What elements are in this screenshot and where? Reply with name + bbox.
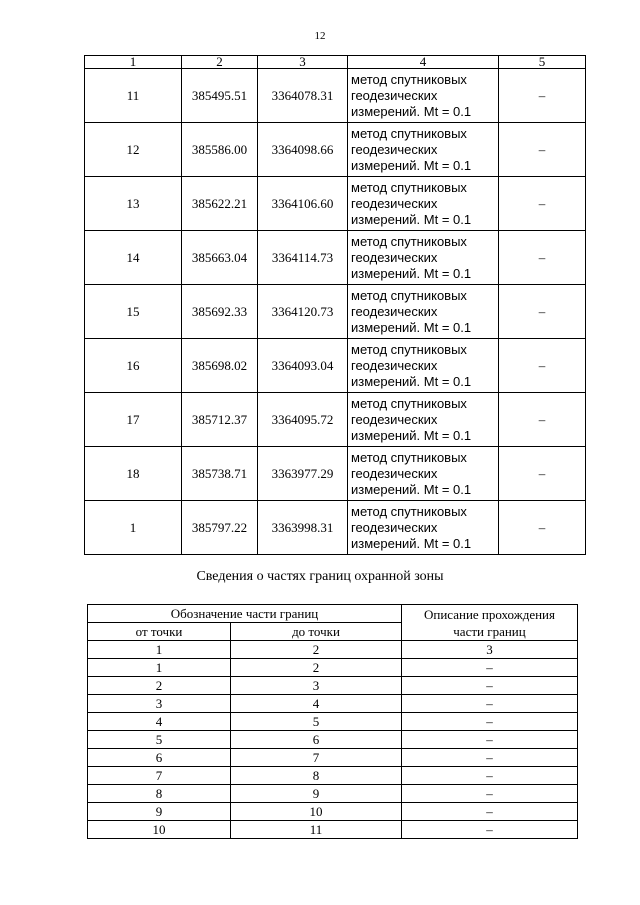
column-number-2: 2 — [231, 641, 402, 659]
method-line: геодезических — [351, 195, 438, 211]
column-number-4: 4 — [348, 56, 499, 69]
from-point: 6 — [88, 749, 231, 767]
coordinates-table — [84, 55, 586, 555]
from-point: 9 — [88, 803, 231, 821]
x-coordinate: 385586.00 — [182, 123, 258, 177]
description-header-line: Описание прохождения — [423, 606, 555, 622]
column-number-5: 5 — [499, 56, 586, 69]
table-row — [88, 803, 578, 821]
method-description — [348, 69, 499, 123]
table-row — [88, 821, 578, 839]
part-description: – — [402, 713, 578, 731]
method-line: метод спутниковых — [351, 233, 467, 249]
table-row — [85, 447, 586, 501]
column-number-3: 3 — [258, 56, 348, 69]
y-coordinate: 3364093.04 — [258, 339, 348, 393]
method-line: геодезических — [351, 411, 438, 427]
note: – — [499, 123, 586, 177]
column-number-2: 2 — [182, 56, 258, 69]
table-row — [85, 69, 586, 123]
column-number-1: 1 — [85, 56, 182, 69]
part-description: – — [402, 821, 578, 839]
column-number-3: 3 — [402, 641, 578, 659]
boundary-parts-table — [87, 604, 578, 839]
part-description: – — [402, 695, 578, 713]
method-line: метод спутниковых — [351, 341, 467, 357]
from-point: 5 — [88, 731, 231, 749]
page-number: 12 — [314, 30, 326, 42]
part-description: – — [402, 785, 578, 803]
method-line: геодезических — [351, 357, 438, 373]
note: – — [499, 69, 586, 123]
part-description: – — [402, 749, 578, 767]
table-row — [88, 749, 578, 767]
to-point: 9 — [231, 785, 402, 803]
note: – — [499, 447, 586, 501]
table-row — [88, 713, 578, 731]
parts-numbering-row — [88, 641, 578, 659]
from-point: 3 — [88, 695, 231, 713]
table-row — [88, 659, 578, 677]
parts-group-header-row — [88, 605, 578, 623]
y-coordinate: 3364098.66 — [258, 123, 348, 177]
method-line: измерений. Mt = 0.1 — [351, 535, 472, 551]
table-row — [85, 339, 586, 393]
method-line: геодезических — [351, 87, 438, 103]
to-point: 2 — [231, 659, 402, 677]
point-number: 13 — [85, 177, 182, 231]
note: – — [499, 285, 586, 339]
note: – — [499, 501, 586, 555]
y-coordinate: 3364078.31 — [258, 69, 348, 123]
method-description — [348, 501, 499, 555]
point-number: 16 — [85, 339, 182, 393]
method-description — [348, 339, 499, 393]
part-description: – — [402, 659, 578, 677]
method-line: измерений. Mt = 0.1 — [351, 319, 472, 335]
from-point-header: от точки — [88, 623, 231, 641]
part-description: – — [402, 677, 578, 695]
from-point: 1 — [88, 659, 231, 677]
x-coordinate: 385797.22 — [182, 501, 258, 555]
description-header — [402, 605, 578, 641]
y-coordinate: 3364095.72 — [258, 393, 348, 447]
y-coordinate: 3364120.73 — [258, 285, 348, 339]
x-coordinate: 385738.71 — [182, 447, 258, 501]
table-row — [85, 501, 586, 555]
to-point: 6 — [231, 731, 402, 749]
method-line: метод спутниковых — [351, 125, 467, 141]
table-row — [85, 231, 586, 285]
x-coordinate: 385495.51 — [182, 69, 258, 123]
to-point: 3 — [231, 677, 402, 695]
table-row — [85, 393, 586, 447]
part-description: – — [402, 803, 578, 821]
from-point: 10 — [88, 821, 231, 839]
method-line: геодезических — [351, 303, 438, 319]
method-line: геодезических — [351, 249, 438, 265]
y-coordinate: 3363998.31 — [258, 501, 348, 555]
to-point: 5 — [231, 713, 402, 731]
point-number: 15 — [85, 285, 182, 339]
method-description — [348, 123, 499, 177]
method-line: метод спутниковых — [351, 395, 467, 411]
point-number: 1 — [85, 501, 182, 555]
method-description — [348, 231, 499, 285]
method-line: метод спутниковых — [351, 449, 467, 465]
y-coordinate: 3364114.73 — [258, 231, 348, 285]
method-line: измерений. Mt = 0.1 — [351, 157, 472, 173]
from-point: 4 — [88, 713, 231, 731]
y-coordinate: 3364106.60 — [258, 177, 348, 231]
table-row — [85, 177, 586, 231]
to-point: 7 — [231, 749, 402, 767]
method-line: измерений. Mt = 0.1 — [351, 211, 472, 227]
section-title: Сведения о частях границ охранной зоны — [196, 569, 444, 584]
table-row — [85, 123, 586, 177]
description-header-line: части границ — [453, 623, 526, 639]
method-line: метод спутниковых — [351, 71, 467, 87]
from-point: 8 — [88, 785, 231, 803]
note: – — [499, 177, 586, 231]
from-point: 7 — [88, 767, 231, 785]
y-coordinate: 3363977.29 — [258, 447, 348, 501]
point-number: 14 — [85, 231, 182, 285]
x-coordinate: 385663.04 — [182, 231, 258, 285]
x-coordinate: 385698.02 — [182, 339, 258, 393]
method-line: измерений. Mt = 0.1 — [351, 481, 472, 497]
table-row — [88, 695, 578, 713]
table-row — [88, 767, 578, 785]
to-point-header: до точки — [231, 623, 402, 641]
x-coordinate: 385692.33 — [182, 285, 258, 339]
part-description: – — [402, 731, 578, 749]
point-number: 11 — [85, 69, 182, 123]
to-point: 4 — [231, 695, 402, 713]
table-row — [85, 285, 586, 339]
method-description — [348, 285, 499, 339]
note: – — [499, 393, 586, 447]
method-line: измерений. Mt = 0.1 — [351, 265, 472, 281]
method-line: измерений. Mt = 0.1 — [351, 373, 472, 389]
table-row — [88, 731, 578, 749]
x-coordinate: 385622.21 — [182, 177, 258, 231]
method-description — [348, 447, 499, 501]
group-header: Обозначение части границ — [88, 605, 402, 623]
to-point: 10 — [231, 803, 402, 821]
note: – — [499, 231, 586, 285]
x-coordinate: 385712.37 — [182, 393, 258, 447]
method-line: геодезических — [351, 141, 438, 157]
method-description — [348, 393, 499, 447]
method-line: измерений. Mt = 0.1 — [351, 103, 472, 119]
method-line: метод спутниковых — [351, 503, 467, 519]
part-description: – — [402, 767, 578, 785]
method-line: метод спутниковых — [351, 287, 467, 303]
point-number: 12 — [85, 123, 182, 177]
to-point: 8 — [231, 767, 402, 785]
table-row — [88, 677, 578, 695]
table-row — [88, 785, 578, 803]
note: – — [499, 339, 586, 393]
coordinates-header-row — [85, 56, 586, 69]
from-point: 2 — [88, 677, 231, 695]
method-line: геодезических — [351, 519, 438, 535]
method-description — [348, 177, 499, 231]
column-number-1: 1 — [88, 641, 231, 659]
to-point: 11 — [231, 821, 402, 839]
method-line: метод спутниковых — [351, 179, 467, 195]
method-line: измерений. Mt = 0.1 — [351, 427, 472, 443]
method-line: геодезических — [351, 465, 438, 481]
point-number: 18 — [85, 447, 182, 501]
point-number: 17 — [85, 393, 182, 447]
